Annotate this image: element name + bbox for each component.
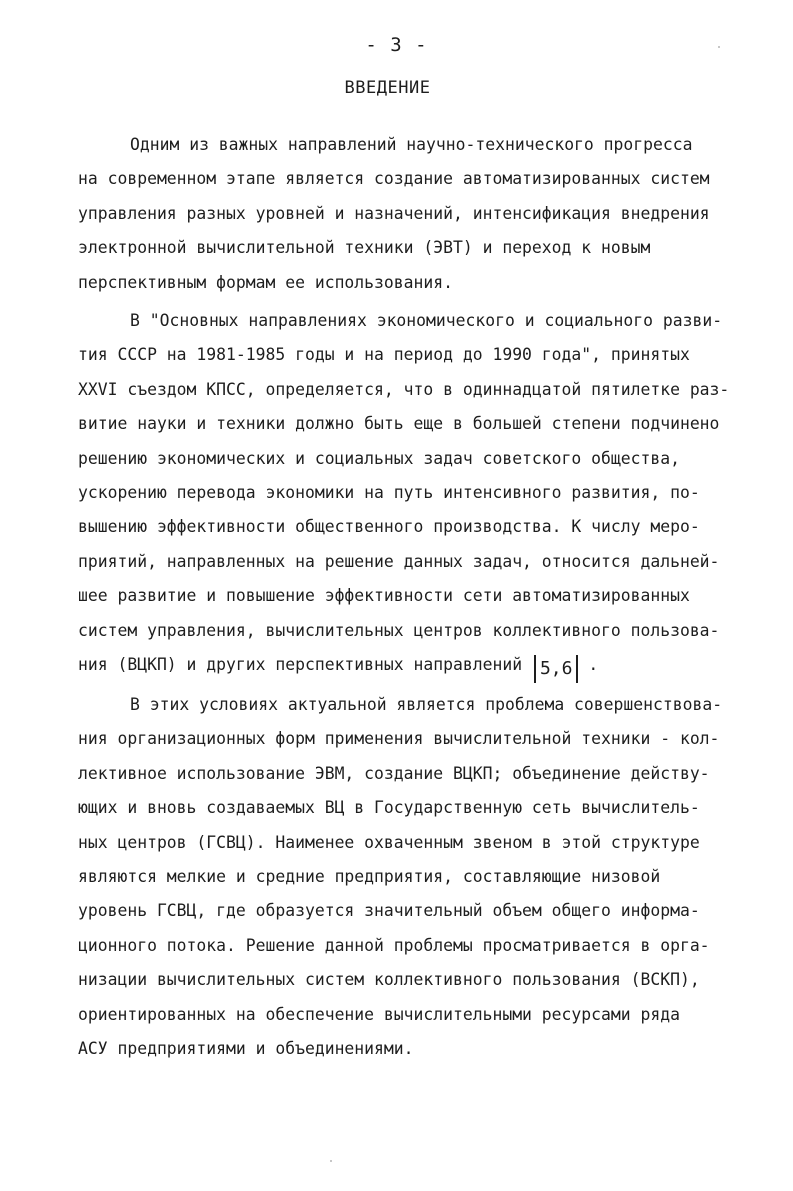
text-line: ускорению перевода экономики на путь интенсивного развития, по- bbox=[78, 482, 700, 502]
citation-reference: 5,6 bbox=[534, 655, 579, 683]
paragraph-1 bbox=[78, 128, 778, 300]
text-line: решению экономических и социальных задач советского общества, bbox=[78, 448, 680, 468]
text-line: являются мелкие и средние предприятия, составляющие низовой bbox=[78, 866, 661, 886]
text-line: перспективным формам ее использования. bbox=[78, 272, 453, 292]
text-line: электронной вычислительной техники (ЭВТ) и переход к новым bbox=[78, 238, 651, 258]
text-line: уровень ГСВЦ, где образуется значительный объем общего информа- bbox=[78, 901, 700, 921]
page-number: - 3 - bbox=[365, 34, 428, 56]
scan-speck bbox=[718, 46, 720, 48]
text-line: низации вычислительных систем коллективного пользования (ВСКП), bbox=[78, 970, 700, 990]
text-line: приятий, направленных на решение данных задач, относится дальней- bbox=[78, 551, 720, 571]
text-line: В "Основных направлениях экономического и социального разви- bbox=[130, 311, 723, 330]
text-line: шее развитие и повышение эффективности сети автоматизированных bbox=[78, 586, 690, 606]
text-line: ющих и вновь создаваемых ВЦ в Государственную сеть вычислитель- bbox=[78, 798, 700, 818]
text-line: XXVI съездом КПСС, определяется, что в одиннадцатой пятилетке раз- bbox=[78, 379, 730, 399]
text-line: на современном этапе является создание автоматизированных систем bbox=[78, 169, 710, 189]
paragraph-2 bbox=[78, 304, 778, 682]
citation-tail: . bbox=[578, 654, 599, 674]
text-line: ния организационных форм применения вычислительной техники - кол- bbox=[78, 729, 720, 749]
text-line: вышению эффективности общественного производства. К числу меро- bbox=[78, 517, 700, 537]
text-line: лективное использование ЭВМ, создание ВЦКП; объединение действу- bbox=[78, 763, 710, 783]
text-line: ния (ВЦКП) и других перспективных направлений bbox=[78, 654, 523, 674]
text-line: ориентированных на обеспечение вычислительными ресурсами ряда bbox=[78, 1004, 680, 1024]
text-line: витие науки и техники должно быть еще в большей степени подчинено bbox=[78, 414, 720, 434]
text-line: ных центров (ГСВЦ). Наименее охваченным звеном в этой структуре bbox=[78, 832, 700, 852]
text-line: В этих условиях актуальной является проблема совершенствова- bbox=[130, 695, 723, 714]
text-line: Одним из важных направлений научно-технического прогресса bbox=[130, 135, 693, 154]
text-line: систем управления, вычислительных центров коллективного пользова- bbox=[78, 620, 720, 640]
text-line: ционного потока. Решение данной проблемы просматривается в орга- bbox=[78, 935, 710, 955]
text-line: управления разных уровней и назначений, интенсификация внедрения bbox=[78, 203, 710, 223]
paragraph-3 bbox=[78, 688, 778, 1066]
text-line-with-citation bbox=[78, 648, 778, 682]
text-line: АСУ предприятиями и объединениями. bbox=[78, 1038, 414, 1058]
text-line: тия СССР на 1981-1985 годы и на период до 1990 года", принятых bbox=[78, 345, 690, 365]
scan-speck bbox=[330, 1160, 332, 1162]
section-heading: ВВЕДЕНИЕ bbox=[344, 78, 431, 98]
